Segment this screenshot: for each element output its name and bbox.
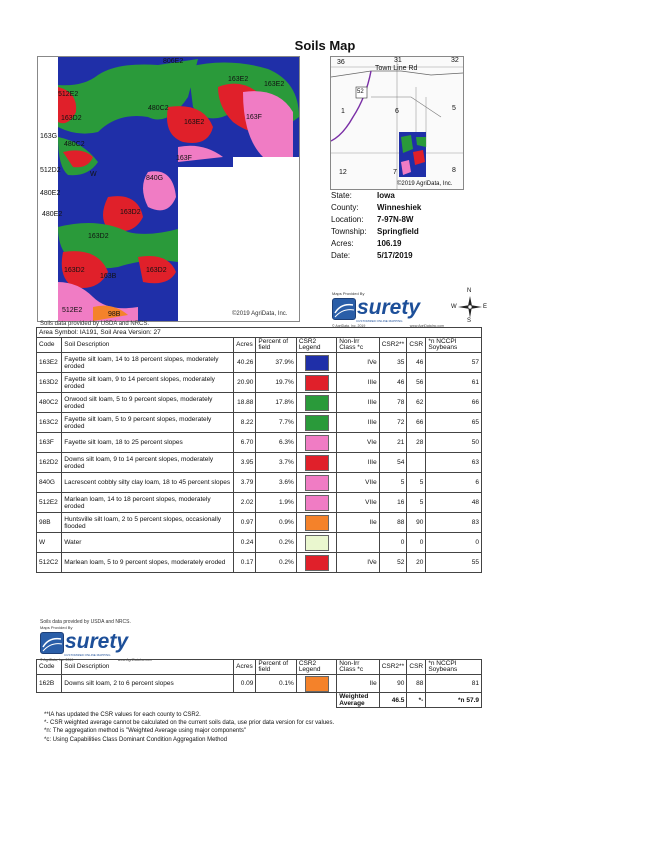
- soil-description: Downs silt loam, 9 to 14 percent slopes, moderately eroded: [62, 453, 234, 473]
- soil-description: Marlean loam, 14 to 18 percent slopes, moderately eroded: [62, 493, 234, 513]
- col-header: *n NCCPI Soybeans: [426, 338, 482, 353]
- soil-class: [337, 533, 379, 553]
- info-key: Acres:: [331, 239, 354, 248]
- logo-copyright: © AgriData, Inc. 2019: [332, 324, 366, 328]
- soil-class: VIe: [337, 433, 379, 453]
- soil-percent: 0.1%: [256, 675, 296, 693]
- locator-map-image: [331, 57, 463, 189]
- legend-swatch: [305, 355, 329, 371]
- surety-logo: [332, 291, 444, 328]
- logo-url: www.AgriDataInc.com: [117, 658, 152, 662]
- wa-csr: *-: [407, 693, 426, 708]
- map-label: 480E2: [40, 190, 61, 197]
- area-symbol: Area Symbol: IA191, Soil Area Version: 27: [37, 328, 482, 338]
- map-label: 163G: [40, 133, 58, 140]
- csr2-legend-cell: [296, 553, 336, 573]
- map-label: 163D2: [146, 267, 167, 274]
- col-header: CSR2 Legend: [296, 338, 336, 353]
- csr2-legend-cell: [296, 493, 336, 513]
- soil-class: IIIe: [337, 393, 379, 413]
- soil-csr2: 21: [379, 433, 407, 453]
- soil-csr2: 72: [379, 413, 407, 433]
- soil-acres: 0.97: [234, 513, 256, 533]
- col-header: CSR: [407, 660, 426, 675]
- locator-label: 36: [337, 59, 345, 66]
- soil-class: IVe: [337, 553, 379, 573]
- soil-csr2: 0: [379, 533, 407, 553]
- soil-description: Fayette silt loam, 18 to 25 percent slopes: [62, 433, 234, 453]
- col-header: Non-Irr Class *c: [337, 660, 379, 675]
- soil-acres: 6.70: [234, 433, 256, 453]
- map-label: 163D2: [61, 115, 82, 122]
- map-label: 480C2: [148, 105, 169, 112]
- info-value: 5/17/2019: [377, 251, 413, 260]
- csr2-legend-cell: [296, 373, 336, 393]
- footnote: **IA has updated the CSR values for each county to CSR2.: [44, 712, 201, 718]
- csr2-legend-cell: [296, 675, 336, 693]
- legend-swatch: [305, 455, 329, 471]
- logo-url: www.AgriDataInc.com: [409, 324, 444, 328]
- soil-csr: [407, 453, 426, 473]
- soil-csr2: 88: [379, 513, 407, 533]
- table-row: [37, 473, 482, 493]
- table-row: [37, 433, 482, 453]
- soil-csr: 28: [407, 433, 426, 453]
- soil-description: Fayette silt loam, 9 to 14 percent slopes, moderately eroded: [62, 373, 234, 393]
- table-row: [37, 493, 482, 513]
- soil-nccpi: 81: [426, 675, 482, 693]
- wa-nccpi: *n 57.9: [426, 693, 482, 708]
- compass-s: S: [467, 318, 472, 324]
- soil-percent: 0.9%: [256, 513, 296, 533]
- soil-code: 163E2: [37, 353, 62, 373]
- info-value: 106.19: [377, 239, 402, 248]
- footnote: *- CSR weighted average cannot be calculated on the current soils data, use prior data version for csr values.: [44, 720, 335, 727]
- soil-percent: 0.2%: [256, 533, 296, 553]
- soil-percent: 0.2%: [256, 553, 296, 573]
- soil-acres: 40.26: [234, 353, 256, 373]
- page-title: Soils Map: [294, 38, 356, 53]
- col-header: *n NCCPI Soybeans: [426, 660, 482, 675]
- info-value: Iowa: [377, 191, 395, 200]
- soil-acres: 0.24: [234, 533, 256, 553]
- csr2-legend-cell: [296, 413, 336, 433]
- surety-logo-2: [40, 625, 152, 662]
- soils-table: [36, 327, 482, 573]
- map-label: 840G: [146, 175, 164, 182]
- soil-code: 163F: [37, 433, 62, 453]
- locator-label: 7: [393, 169, 397, 176]
- info-value: Winneshiek: [377, 203, 422, 212]
- soil-code: 480C2: [37, 393, 62, 413]
- soil-nccpi: 66: [426, 393, 482, 413]
- table-header: [37, 338, 482, 353]
- legend-swatch: [305, 395, 329, 411]
- soil-description: Fayette silt loam, 5 to 9 percent slopes, moderately eroded: [62, 413, 234, 433]
- compass-n: N: [467, 288, 472, 294]
- soil-percent: 1.9%: [256, 493, 296, 513]
- soil-description: Downs silt loam, 2 to 6 percent slopes: [62, 675, 234, 693]
- soil-description: Water: [62, 533, 234, 553]
- soil-csr2: 35: [379, 353, 407, 373]
- logo-tagline: CUSTOMIZED ONLINE MAPPING: [64, 653, 111, 657]
- map-label: 163E2: [228, 76, 249, 83]
- soil-nccpi: 55: [426, 553, 482, 573]
- soil-csr: 5: [407, 473, 426, 493]
- info-key: County:: [331, 203, 359, 212]
- col-header: Code: [37, 660, 62, 675]
- map-label: 512E2: [62, 307, 83, 314]
- compass-e: E: [483, 304, 488, 310]
- soil-class: IIe: [337, 513, 379, 533]
- soil-code: 162B: [37, 675, 62, 693]
- soil-nccpi: 48: [426, 493, 482, 513]
- map-label: 512E2: [58, 91, 79, 98]
- table-row: [37, 453, 482, 473]
- soil-csr2: 52: [379, 553, 407, 573]
- col-header: CSR: [407, 338, 426, 353]
- info-key: State:: [331, 191, 352, 200]
- locator-label: 8: [452, 167, 456, 174]
- map-label: 163D2: [88, 233, 109, 240]
- wa-csr2: 46.5: [379, 693, 407, 708]
- col-header: Soil Description: [62, 660, 234, 675]
- col-header: Percent of field: [256, 660, 296, 675]
- soil-percent: 3.7%: [256, 453, 296, 473]
- soil-acres: 0.09: [234, 675, 256, 693]
- data-source-note: Soils data provided by USDA and NRCS.: [40, 321, 150, 327]
- locator-road-label: Town Line Rd: [375, 65, 418, 72]
- map-label: 806E2: [163, 58, 184, 65]
- compass-w: W: [451, 304, 457, 310]
- soil-description: Fayette silt loam, 14 to 18 percent slopes, moderately eroded: [62, 353, 234, 373]
- soils-map: [37, 56, 300, 322]
- logo-provided-text: Maps Provided By: [332, 291, 365, 296]
- soil-csr: 0: [407, 533, 426, 553]
- locator-map: [330, 56, 464, 190]
- soil-percent: 17.8%: [256, 393, 296, 413]
- map-label: 163F: [176, 155, 192, 162]
- footnote: *c: Using Capabilities Class Dominant Condition Aggregation Method: [44, 736, 228, 743]
- soil-acres: 3.95: [234, 453, 256, 473]
- soil-description: Marlean loam, 5 to 9 percent slopes, moderately eroded: [62, 553, 234, 573]
- weighted-average-row: [37, 693, 482, 708]
- soil-class: IIIe: [337, 453, 379, 473]
- locator-label: 1: [341, 108, 345, 115]
- map-label: W: [90, 171, 97, 178]
- legend-swatch: [305, 555, 329, 571]
- soil-percent: 7.7%: [256, 413, 296, 433]
- legend-swatch: [305, 475, 329, 491]
- soil-class: IIIe: [337, 373, 379, 393]
- soil-class: IIIe: [337, 413, 379, 433]
- locator-label: 12: [339, 169, 347, 176]
- legend-swatch: [305, 535, 329, 551]
- soil-nccpi: 6: [426, 473, 482, 493]
- soil-class: VIIe: [337, 473, 379, 493]
- legend-swatch: [305, 676, 329, 692]
- table-row: [37, 373, 482, 393]
- info-key: Location:: [331, 215, 364, 224]
- soil-acres: 2.02: [234, 493, 256, 513]
- col-header: CSR2**: [379, 660, 407, 675]
- soil-class: VIIe: [337, 493, 379, 513]
- soil-acres: 20.90: [234, 373, 256, 393]
- field-info: [331, 190, 421, 262]
- soil-csr: 90: [407, 513, 426, 533]
- table-row: [37, 353, 482, 373]
- soil-description: Huntsville silt loam, 2 to 5 percent slopes, occasionally flooded: [62, 513, 234, 533]
- locator-label: 5: [452, 105, 456, 112]
- soil-percent: 19.7%: [256, 373, 296, 393]
- soil-csr: 20: [407, 553, 426, 573]
- locator-label: 6: [395, 108, 399, 115]
- locator-label: 31: [394, 57, 402, 64]
- csr2-legend-cell: [296, 533, 336, 553]
- soil-csr: 66: [407, 413, 426, 433]
- table-row: [37, 513, 482, 533]
- weighted-average-label: Weighted Average: [337, 693, 379, 708]
- soil-csr2: 90: [379, 675, 407, 693]
- map-label: 512D2: [40, 167, 61, 174]
- soil-nccpi: 83: [426, 513, 482, 533]
- soil-nccpi: 61: [426, 373, 482, 393]
- soil-csr: 62: [407, 393, 426, 413]
- soil-acres: 0.17: [234, 553, 256, 573]
- soil-csr: 56: [407, 373, 426, 393]
- legend-swatch: [305, 515, 329, 531]
- csr2-legend-cell: [296, 433, 336, 453]
- logo-wordmark: surety: [65, 630, 129, 653]
- soil-csr: 46: [407, 353, 426, 373]
- soil-nccpi: 63: [426, 453, 482, 473]
- soils-table-2: [36, 659, 482, 708]
- highway-shield: 52: [357, 89, 364, 95]
- soil-acres: 3.79: [234, 473, 256, 493]
- soil-nccpi: 50: [426, 433, 482, 453]
- col-header: Acres: [234, 338, 256, 353]
- soil-percent: 37.9%: [256, 353, 296, 373]
- csr2-legend-cell: [296, 513, 336, 533]
- soil-code: 512E2: [37, 493, 62, 513]
- soil-nccpi: 57: [426, 353, 482, 373]
- col-header: Non-Irr Class *c: [337, 338, 379, 353]
- soil-code: 162D2: [37, 453, 62, 473]
- soil-csr2: 5: [379, 473, 407, 493]
- table-row: [37, 413, 482, 433]
- soil-csr2: 16: [379, 493, 407, 513]
- info-key: Township:: [331, 227, 367, 236]
- legend-swatch: [305, 415, 329, 431]
- csr2-legend-cell: [296, 393, 336, 413]
- map-label: 163E2: [184, 119, 205, 126]
- soil-percent: 6.3%: [256, 433, 296, 453]
- locator-copyright: ©2019 AgriData, Inc.: [397, 181, 453, 187]
- soil-code: 163D2: [37, 373, 62, 393]
- info-value: Springfield: [377, 227, 419, 236]
- map-label: 480C2: [64, 141, 85, 148]
- compass-icon: [451, 288, 488, 324]
- soil-code: 98B: [37, 513, 62, 533]
- soil-class: IIe: [337, 675, 379, 693]
- footnotes: [44, 711, 334, 744]
- locator-label: 32: [451, 57, 459, 64]
- soil-description: Orwood silt loam, 5 to 9 percent slopes, moderately eroded: [62, 393, 234, 413]
- soil-csr: 88: [407, 675, 426, 693]
- soil-csr2: 54: [379, 453, 407, 473]
- map-label: 163D2: [64, 267, 85, 274]
- col-header: CSR2**: [379, 338, 407, 353]
- map-label: 163B: [100, 273, 117, 280]
- col-header: Soil Description: [62, 338, 234, 353]
- table-row: [37, 675, 482, 693]
- csr2-legend-cell: [296, 453, 336, 473]
- logo-wordmark: surety: [357, 296, 421, 319]
- col-header: Code: [37, 338, 62, 353]
- logo-provided-text: Maps Provided By: [40, 625, 73, 630]
- soil-csr2: 78: [379, 393, 407, 413]
- soil-percent: 3.6%: [256, 473, 296, 493]
- legend-swatch: [305, 495, 329, 511]
- col-header: Acres: [234, 660, 256, 675]
- logo-tagline: CUSTOMIZED ONLINE MAPPING: [356, 319, 403, 323]
- legend-swatch: [305, 435, 329, 451]
- globe-icon: [332, 298, 356, 320]
- soil-code: 512C2: [37, 553, 62, 573]
- soil-csr2: 46: [379, 373, 407, 393]
- footnote: *n: The aggregation method is "Weighted Average using major components": [44, 728, 247, 735]
- table-row: [37, 393, 482, 413]
- logo-copyright: © AgriData, Inc. 2019: [40, 658, 74, 662]
- soil-nccpi: 0: [426, 533, 482, 553]
- soil-acres: 18.88: [234, 393, 256, 413]
- legend-swatch: [305, 375, 329, 391]
- map-label: 163D2: [120, 209, 141, 216]
- soil-description: Lacrescent cobbly silty clay loam, 18 to 45 percent slopes: [62, 473, 234, 493]
- soil-csr: 5: [407, 493, 426, 513]
- info-key: Date:: [331, 251, 351, 260]
- map-label: 480E2: [42, 211, 63, 218]
- table-row: [37, 553, 482, 573]
- globe-icon: [40, 632, 64, 654]
- map-copyright: ©2019 AgriData, Inc.: [232, 311, 288, 317]
- map-label: 163E2: [264, 81, 285, 88]
- soil-class: IVe: [337, 353, 379, 373]
- map-label: 163F: [246, 114, 262, 121]
- info-value: 7-97N-8W: [377, 215, 414, 224]
- csr2-legend-cell: [296, 473, 336, 493]
- data-source-note-2: Soils data provided by USDA and NRCS.: [40, 619, 131, 625]
- map-label: 98B: [108, 311, 121, 318]
- csr2-legend-cell: [296, 353, 336, 373]
- table-row: [37, 533, 482, 553]
- col-header: Percent of field: [256, 338, 296, 353]
- col-header: CSR2 Legend: [296, 660, 336, 675]
- soil-code: 163C2: [37, 413, 62, 433]
- soil-code: 840G: [37, 473, 62, 493]
- soil-nccpi: 65: [426, 413, 482, 433]
- soil-code: W: [37, 533, 62, 553]
- soil-acres: 8.22: [234, 413, 256, 433]
- table-header: [37, 660, 482, 675]
